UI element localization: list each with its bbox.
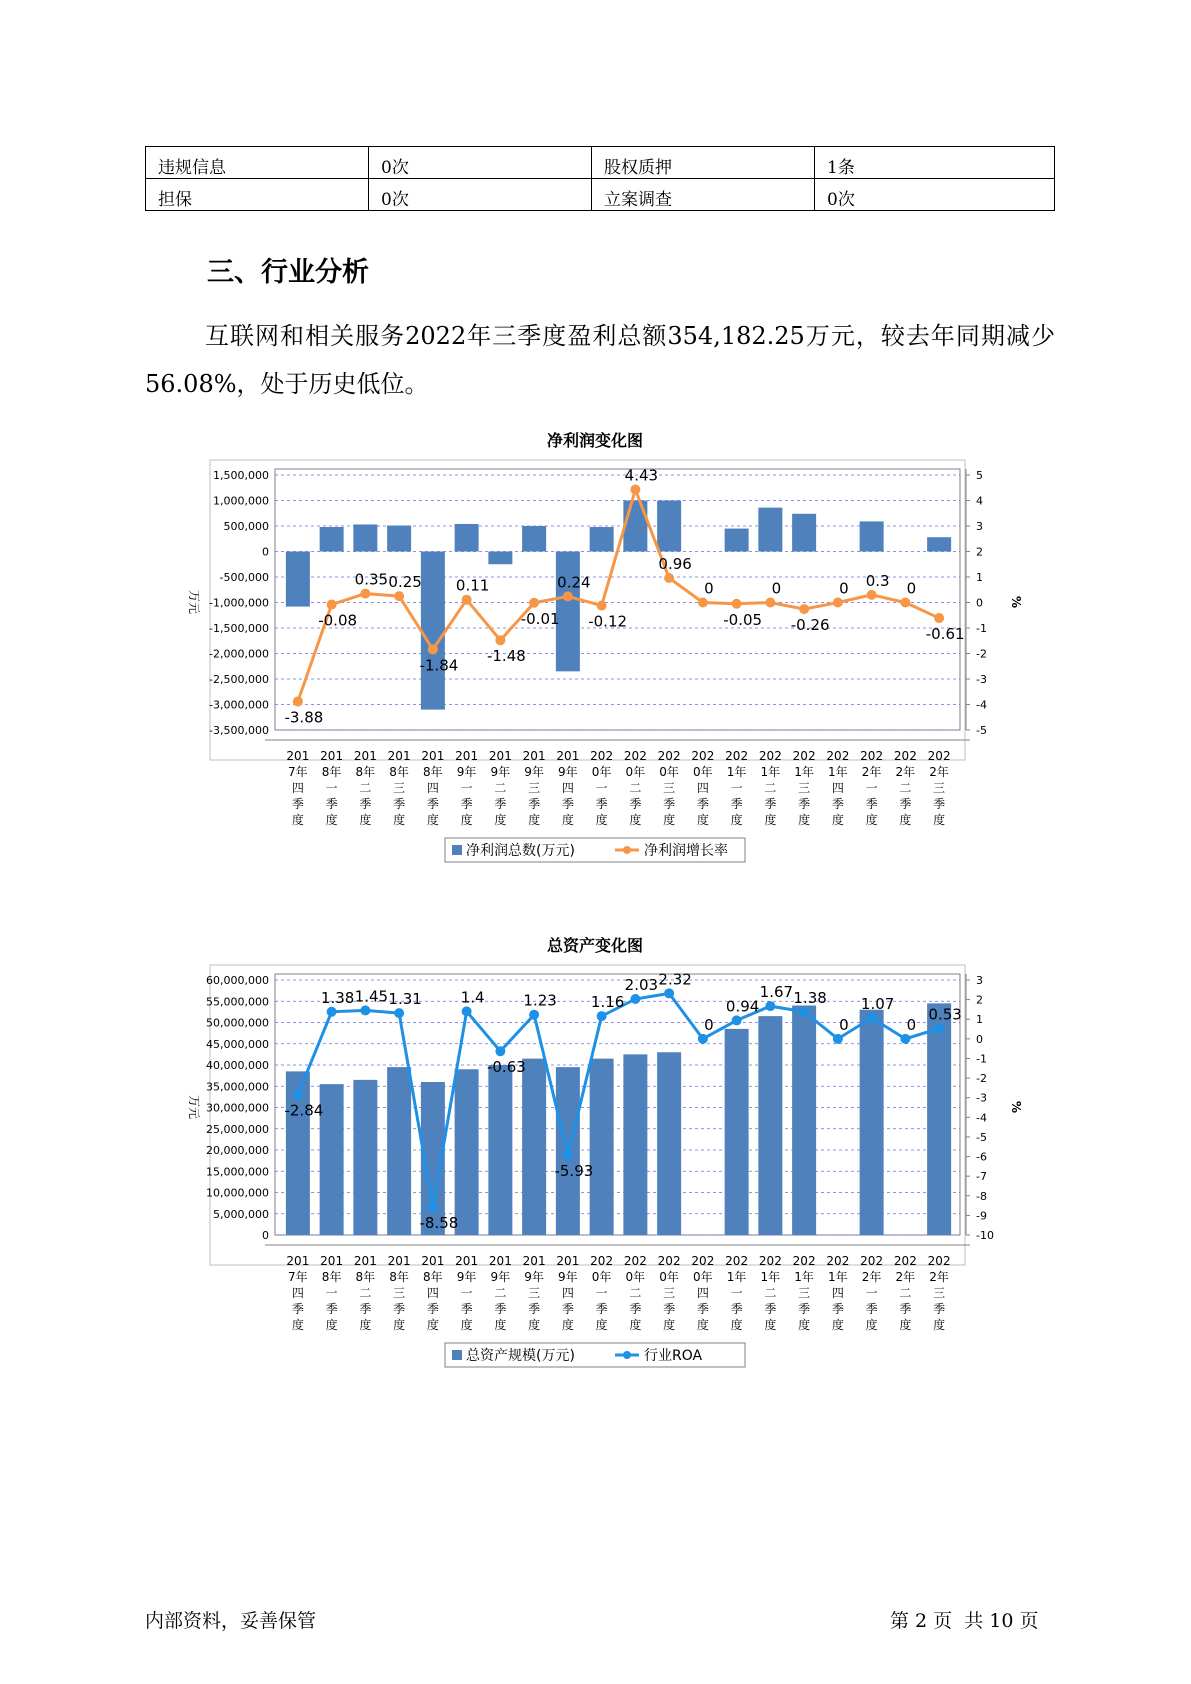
plot-area bbox=[275, 974, 960, 1235]
data-point bbox=[934, 1023, 944, 1033]
data-label: 1.38 bbox=[793, 988, 827, 1007]
data-label: -1.84 bbox=[419, 656, 459, 675]
data-point bbox=[799, 604, 809, 614]
legend-swatch bbox=[452, 845, 462, 855]
data-label: 0 bbox=[704, 579, 714, 598]
x-tick-label: 202 2年三季度 bbox=[927, 749, 951, 827]
data-point bbox=[293, 1090, 303, 1100]
y2-tick-label: 2 bbox=[976, 545, 983, 559]
legend-swatch bbox=[452, 1350, 462, 1360]
y2-tick-label: -4 bbox=[976, 698, 987, 712]
info-table bbox=[145, 146, 1055, 211]
data-label: 4.43 bbox=[624, 466, 659, 485]
data-point bbox=[529, 598, 539, 608]
bar bbox=[353, 524, 377, 551]
x-tick-label: 201 8年三季度 bbox=[387, 1254, 411, 1332]
data-point bbox=[495, 635, 505, 645]
data-label: -3.88 bbox=[284, 708, 324, 727]
data-point bbox=[529, 1010, 539, 1020]
y-axis-title: 万元 bbox=[187, 1094, 201, 1120]
x-tick-label: 202 0年三季度 bbox=[657, 749, 681, 827]
data-point bbox=[563, 1150, 573, 1160]
legend-marker bbox=[623, 1351, 631, 1359]
legend-label: 净利润增长率 bbox=[644, 843, 728, 859]
data-point bbox=[360, 589, 370, 599]
data-label: 0.25 bbox=[388, 573, 422, 592]
data-point bbox=[327, 1007, 337, 1017]
y2-tick-label: -9 bbox=[976, 1209, 987, 1223]
x-tick-label: 202 1年四季度 bbox=[826, 749, 850, 827]
y2-tick-label: -5 bbox=[976, 1130, 987, 1144]
data-label: 1.07 bbox=[860, 994, 895, 1013]
y-tick-label: -1,500,000 bbox=[209, 622, 269, 635]
data-point bbox=[765, 598, 775, 608]
y-axis-title: 万元 bbox=[187, 589, 201, 615]
bar bbox=[286, 552, 310, 607]
bar bbox=[455, 524, 479, 552]
x-tick-label: 201 9年三季度 bbox=[522, 1254, 546, 1332]
data-label: -2.84 bbox=[284, 1101, 324, 1120]
data-label: 1.31 bbox=[388, 990, 422, 1009]
legend-marker bbox=[623, 846, 631, 854]
y-tick-label: 60,000,000 bbox=[206, 974, 269, 987]
bar bbox=[927, 537, 951, 551]
y-tick-label: 45,000,000 bbox=[206, 1037, 269, 1051]
total-assets-chart-svg bbox=[0, 925, 1191, 1385]
bar bbox=[725, 1029, 749, 1235]
x-tick-label: 202 0年四季度 bbox=[691, 749, 715, 827]
data-point bbox=[495, 1046, 505, 1056]
table-cell: 0次 bbox=[815, 179, 1055, 211]
data-label: 0 bbox=[704, 1015, 714, 1034]
page-number: 第 2 页 共 10 页 bbox=[890, 1610, 1039, 1632]
data-point bbox=[630, 485, 640, 495]
x-tick-label: 202 2年三季度 bbox=[927, 1254, 951, 1332]
y-tick-label: 55,000,000 bbox=[206, 995, 269, 1009]
x-tick-label: 202 0年一季度 bbox=[590, 749, 614, 827]
data-point bbox=[428, 644, 438, 654]
y2-tick-label: 0 bbox=[976, 1032, 983, 1046]
data-label: 0.3 bbox=[865, 571, 890, 590]
data-label: -5.93 bbox=[554, 1162, 594, 1181]
y2-tick-label: -3 bbox=[976, 673, 987, 686]
y2-tick-label: -4 bbox=[976, 1111, 987, 1125]
y2-tick-label: 4 bbox=[976, 494, 983, 508]
data-label: 1.16 bbox=[590, 993, 625, 1012]
y-tick-label: 35,000,000 bbox=[206, 1080, 269, 1094]
y-tick-label: -3,500,000 bbox=[209, 724, 269, 737]
y-tick-label: 1,000,000 bbox=[213, 494, 269, 508]
x-tick-label: 201 9年二季度 bbox=[488, 749, 512, 827]
data-label: 0 bbox=[906, 1015, 917, 1034]
y-tick-label: 0 bbox=[262, 545, 269, 559]
data-label: 0 bbox=[906, 579, 917, 598]
y2-tick-label: 3 bbox=[976, 520, 983, 533]
y2-tick-label: -1 bbox=[976, 1052, 987, 1066]
body-paragraph: 互联网和相关服务2022年三季度盈利总额354,182.25万元，较去年同期减少56.08%，处于历史低位。 bbox=[145, 322, 1055, 398]
x-tick-label: 201 8年二季度 bbox=[353, 1254, 377, 1332]
bar bbox=[725, 529, 749, 552]
y2-tick-label: -5 bbox=[976, 724, 987, 737]
y2-tick-label: 5 bbox=[976, 469, 983, 482]
bar bbox=[488, 1065, 512, 1235]
y2-tick-label: 3 bbox=[976, 974, 983, 987]
data-point bbox=[597, 601, 607, 611]
data-label: -0.01 bbox=[520, 609, 560, 628]
data-label: 2.03 bbox=[624, 976, 659, 995]
data-point bbox=[597, 1011, 607, 1021]
section-title: 三、行业分析 bbox=[207, 257, 369, 288]
table-cell: 立案调查 bbox=[592, 179, 815, 211]
table-cell: 1条 bbox=[815, 147, 1055, 179]
y2-tick-label: 0 bbox=[976, 596, 983, 610]
bar bbox=[353, 1080, 377, 1235]
data-point bbox=[934, 613, 944, 623]
data-label: 1.67 bbox=[759, 983, 794, 1002]
x-tick-label: 202 1年二季度 bbox=[758, 749, 782, 827]
x-tick-label: 201 8年一季度 bbox=[320, 749, 344, 827]
y2-tick-label: -2 bbox=[976, 1072, 987, 1086]
data-point bbox=[867, 1013, 877, 1023]
y-tick-label: 10,000,000 bbox=[206, 1186, 269, 1200]
x-tick-label: 201 7年四季度 bbox=[286, 1254, 310, 1332]
legend-label: 总资产规模(万元) bbox=[466, 1348, 575, 1364]
legend-label: 行业ROA bbox=[644, 1348, 703, 1364]
data-label: -0.08 bbox=[318, 611, 358, 630]
y2-tick-label: 2 bbox=[976, 993, 983, 1007]
y2-tick-label: 1 bbox=[976, 1013, 983, 1027]
y-tick-label: 50,000,000 bbox=[206, 1016, 269, 1030]
x-tick-label: 201 8年四季度 bbox=[421, 749, 445, 827]
table-cell: 违规信息 bbox=[146, 147, 369, 179]
y-tick-label: 1,500,000 bbox=[213, 469, 269, 482]
x-tick-label: 202 0年三季度 bbox=[657, 1254, 681, 1332]
y2-tick-label: -1 bbox=[976, 622, 987, 635]
data-label: 0 bbox=[839, 579, 849, 598]
data-label: 0.94 bbox=[725, 997, 760, 1016]
x-tick-label: 201 8年一季度 bbox=[320, 1254, 344, 1332]
data-label: -0.26 bbox=[790, 616, 830, 635]
table-row bbox=[146, 147, 1055, 179]
data-label: 1.23 bbox=[523, 991, 557, 1010]
x-tick-label: 202 1年三季度 bbox=[792, 749, 816, 827]
x-tick-label: 201 9年一季度 bbox=[455, 749, 479, 827]
bar bbox=[657, 1052, 681, 1235]
y2-tick-label: -6 bbox=[976, 1150, 987, 1164]
x-tick-label: 201 9年四季度 bbox=[556, 749, 580, 827]
data-label: 1.45 bbox=[354, 987, 389, 1006]
data-label: 0.53 bbox=[928, 1005, 962, 1024]
data-point bbox=[293, 696, 303, 706]
y2-axis-title: % bbox=[1009, 1100, 1023, 1114]
x-tick-label: 201 9年三季度 bbox=[522, 749, 546, 827]
x-tick-label: 201 9年二季度 bbox=[488, 1254, 512, 1332]
bar bbox=[522, 1059, 546, 1235]
data-point bbox=[833, 1034, 843, 1044]
data-label: 0.96 bbox=[658, 555, 692, 574]
net-profit-chart bbox=[0, 420, 1191, 880]
y2-tick-label: -8 bbox=[976, 1189, 987, 1203]
y-tick-label: 20,000,000 bbox=[206, 1144, 269, 1157]
x-tick-label: 201 9年一季度 bbox=[455, 1254, 479, 1332]
table-cell: 股权质押 bbox=[592, 147, 815, 179]
bar bbox=[522, 526, 546, 552]
x-tick-label: 201 9年四季度 bbox=[556, 1254, 580, 1332]
data-label: -0.05 bbox=[723, 610, 763, 629]
data-label: -0.63 bbox=[486, 1058, 526, 1077]
data-point bbox=[698, 598, 708, 608]
x-tick-label: 202 2年一季度 bbox=[860, 749, 884, 827]
x-tick-label: 202 1年四季度 bbox=[826, 1254, 850, 1332]
bar bbox=[758, 1016, 782, 1235]
bar bbox=[320, 527, 344, 551]
x-tick-label: 202 0年一季度 bbox=[590, 1254, 614, 1332]
data-point bbox=[698, 1034, 708, 1044]
bar bbox=[455, 1069, 479, 1235]
y2-tick-label: -3 bbox=[976, 1091, 987, 1105]
data-point bbox=[462, 1006, 472, 1016]
y-tick-label: -1,000,000 bbox=[209, 596, 269, 610]
data-point bbox=[833, 598, 843, 608]
data-point bbox=[664, 573, 674, 583]
data-point bbox=[360, 1005, 370, 1015]
x-tick-label: 202 1年一季度 bbox=[725, 1254, 749, 1332]
bar bbox=[387, 1067, 411, 1235]
x-tick-label: 201 8年二季度 bbox=[353, 749, 377, 827]
data-label: 0.11 bbox=[455, 576, 490, 595]
data-point bbox=[900, 598, 910, 608]
x-tick-label: 201 7年四季度 bbox=[286, 749, 310, 827]
data-label: 0 bbox=[771, 579, 782, 598]
data-label: -8.58 bbox=[419, 1214, 459, 1233]
x-tick-label: 202 1年一季度 bbox=[725, 749, 749, 827]
y2-tick-label: 1 bbox=[976, 571, 983, 584]
x-tick-label: 202 0年四季度 bbox=[691, 1254, 715, 1332]
x-tick-label: 202 0年二季度 bbox=[623, 749, 647, 827]
y-tick-label: 0 bbox=[262, 1229, 269, 1242]
y-tick-label: 15,000,000 bbox=[206, 1165, 269, 1179]
x-tick-label: 201 8年三季度 bbox=[387, 749, 411, 827]
total-assets-chart bbox=[0, 925, 1191, 1385]
data-label: -0.12 bbox=[588, 612, 628, 631]
data-point bbox=[327, 600, 337, 610]
data-point bbox=[867, 590, 877, 600]
bar bbox=[590, 1059, 614, 1235]
footer-note: 内部资料，妥善保管 bbox=[145, 1610, 317, 1632]
table-cell: 0次 bbox=[369, 179, 592, 211]
y-tick-label: 30,000,000 bbox=[206, 1101, 269, 1115]
data-point bbox=[630, 994, 640, 1004]
y-tick-label: 500,000 bbox=[223, 520, 269, 533]
bar bbox=[623, 1054, 647, 1235]
table-row bbox=[146, 179, 1055, 211]
y-tick-label: -3,000,000 bbox=[209, 698, 269, 712]
data-label: 0 bbox=[839, 1015, 849, 1034]
bar bbox=[387, 525, 411, 551]
y2-axis-title: % bbox=[1009, 595, 1023, 609]
data-label: 2.32 bbox=[658, 970, 692, 989]
data-label: 1.4 bbox=[460, 988, 485, 1007]
y-tick-label: -2,500,000 bbox=[209, 673, 269, 686]
x-tick-label: 202 2年二季度 bbox=[893, 1254, 917, 1332]
bar bbox=[758, 508, 782, 552]
data-label: -1.48 bbox=[486, 647, 526, 666]
data-point bbox=[900, 1034, 910, 1044]
bar bbox=[421, 552, 445, 710]
x-tick-label: 202 0年二季度 bbox=[623, 1254, 647, 1332]
x-tick-label: 202 1年二季度 bbox=[758, 1254, 782, 1332]
data-label: 0.24 bbox=[557, 573, 591, 592]
bar bbox=[860, 1010, 884, 1235]
y-tick-label: -2,000,000 bbox=[209, 647, 269, 661]
data-label: 0.35 bbox=[354, 570, 389, 589]
data-label: -0.61 bbox=[925, 625, 965, 644]
data-point bbox=[799, 1007, 809, 1017]
y2-tick-label: -10 bbox=[976, 1229, 994, 1242]
data-point bbox=[428, 1202, 438, 1212]
net-profit-chart-svg bbox=[0, 420, 1191, 880]
data-label: 1.38 bbox=[320, 988, 355, 1007]
data-point bbox=[462, 595, 472, 605]
y-tick-label: 5,000,000 bbox=[213, 1207, 269, 1221]
bar bbox=[927, 1003, 951, 1235]
data-point bbox=[765, 1001, 775, 1011]
x-tick-label: 202 2年二季度 bbox=[893, 749, 917, 827]
chart-title: 总资产变化图 bbox=[546, 936, 644, 955]
y-tick-label: -500,000 bbox=[219, 571, 269, 584]
table-cell: 0次 bbox=[369, 147, 592, 179]
bar bbox=[792, 1006, 816, 1236]
data-point bbox=[732, 599, 742, 609]
data-point bbox=[664, 988, 674, 998]
y-tick-label: 40,000,000 bbox=[206, 1059, 269, 1072]
bar bbox=[860, 521, 884, 551]
y2-tick-label: -7 bbox=[976, 1170, 987, 1184]
data-point bbox=[563, 591, 573, 601]
x-tick-label: 202 2年一季度 bbox=[860, 1254, 884, 1332]
data-point bbox=[394, 591, 404, 601]
bar bbox=[590, 527, 614, 551]
chart-title: 净利润变化图 bbox=[546, 431, 644, 450]
bar bbox=[792, 514, 816, 552]
data-point bbox=[394, 1008, 404, 1018]
y-tick-label: 25,000,000 bbox=[206, 1122, 269, 1136]
x-tick-label: 202 1年三季度 bbox=[792, 1254, 816, 1332]
y2-tick-label: -2 bbox=[976, 647, 987, 661]
bar bbox=[488, 552, 512, 565]
table-cell: 担保 bbox=[146, 179, 369, 211]
x-tick-label: 201 8年四季度 bbox=[421, 1254, 445, 1332]
legend-label: 净利润总数(万元) bbox=[466, 843, 575, 859]
bar bbox=[657, 501, 681, 552]
data-point bbox=[732, 1015, 742, 1025]
